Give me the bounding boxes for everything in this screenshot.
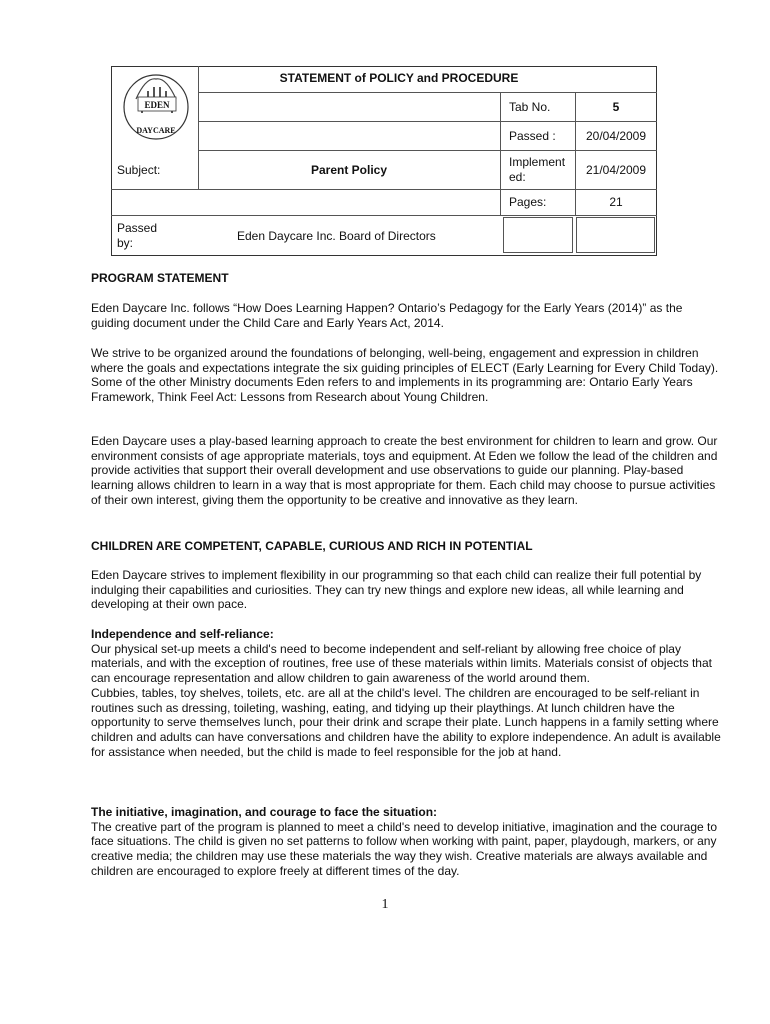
paragraph-text: Our physical set-up meets a child's need to become independent and self-reliant by allowing free choice of play materials, and with the exception of routines, free use of these materials within limits. Materials consist of objects that can encourage representation and allow children to gain awareness of the world around them.	[91, 641, 712, 686]
program-statement-heading	[91, 271, 721, 286]
passed-by-label: Passed by:	[117, 221, 158, 250]
paragraph-text: Cubbies, tables, toy shelves, toilets, etc. are all at the child's level. The children are encouraged to be self-reliant in routines such as dressing, toileting, washing, eating, and tidying up their playthings. At lunch children have the opportunity to serve themselves lunch, pour their drink and scrape their plate. Lunch happens in a family setting where children and adults can have conversations and children have the ability to explore independence. An adult is available for assistance when needed, but the child is made to feel responsible for the job at hand.	[91, 685, 721, 759]
logo-text-eden: EDEN	[144, 100, 170, 110]
empty-cell	[503, 217, 573, 253]
paragraph-text: Some of the other Ministry documents Eden refers to and implements in its programming are: Ontario Early Years Framework, Think Feel Act: Lessons from Research about Young Children.	[91, 375, 693, 405]
paragraph-text: Eden Daycare Inc. follows “How Does Learning Happen? Ontario’s Pedagogy for the Early Years (2014)” as the guiding document under the Child Care and Early Years Act, 2014.	[91, 301, 683, 330]
initiative-section	[91, 805, 721, 879]
subject-label: Subject:	[117, 163, 161, 177]
implemented-date: 21/04/2009	[585, 163, 647, 177]
passed-date: 20/04/2009	[585, 129, 647, 143]
eden-daycare-logo	[118, 69, 198, 147]
paragraph-text: Eden Daycare strives to implement flexibility in our programming so that each child can realize their full potential by indulging their capabilities and curiosities. They can try new things and explore new ideas, all while learning and developing at their own pace.	[91, 568, 702, 612]
tab-no-value: 5	[612, 100, 620, 114]
independence-section	[91, 627, 721, 759]
logo-text-daycare: DAYCARE	[136, 126, 176, 135]
paragraph	[91, 568, 721, 612]
pages-label: Pages:	[509, 195, 547, 209]
children-heading	[91, 539, 721, 554]
passed-by-value: Eden Daycare Inc. Board of Directors	[237, 229, 436, 243]
subsection-heading: Independence and self-reliance:	[91, 627, 274, 641]
implemented-label: Implement ed:	[509, 155, 566, 184]
paragraph	[91, 434, 721, 508]
paragraph-text: We strive to be organized around the foundations of belonging, well-being, engagement and expression in children where the goals and expectations integrate the six guiding principles of ELECT (Early Learning for Every Child Today).	[91, 346, 719, 375]
passed-label: Passed :	[509, 129, 556, 143]
paragraph-text: The creative part of the program is planned to meet a child's need to develop initiative, imagination and the courage to face situations. The child is given no set patterns to follow when working with paint, paper, playdough, markers, or any creative media; the children may use these materials the way they wish. Creative materials are always available and children are encouraged to explore freely at different times of the day.	[91, 819, 718, 878]
paragraph	[91, 346, 721, 405]
empty-cell	[576, 217, 655, 253]
paragraph-text: Eden Daycare uses a play-based learning approach to create the best environment for children to learn and grow. Our environment consists of age appropriate materials, toys and equipment. At Eden we follow the lead of the children and provide activities that support their overall development and use observations to guide our planning. Play-based learning allows children to learn in a way that is most appropriate for them. Each child may choose to pursue activities of their own interest, giving them the opportunity to be creative and innovative as they learn.	[91, 434, 718, 507]
pages-value: 21	[609, 195, 623, 209]
page-number: 1	[381, 897, 389, 912]
subject-value: Parent Policy	[310, 163, 388, 177]
section-heading: PROGRAM STATEMENT	[91, 271, 229, 285]
policy-title: STATEMENT of POLICY and PROCEDURE	[279, 71, 519, 85]
subsection-heading: The initiative, imagination, and courage to face the situation:	[91, 805, 438, 819]
section-heading: CHILDREN ARE COMPETENT, CAPABLE, CURIOUS AND RICH IN POTENTIAL	[91, 539, 533, 553]
tab-no-label: Tab No.	[509, 100, 551, 114]
paragraph	[91, 301, 721, 330]
